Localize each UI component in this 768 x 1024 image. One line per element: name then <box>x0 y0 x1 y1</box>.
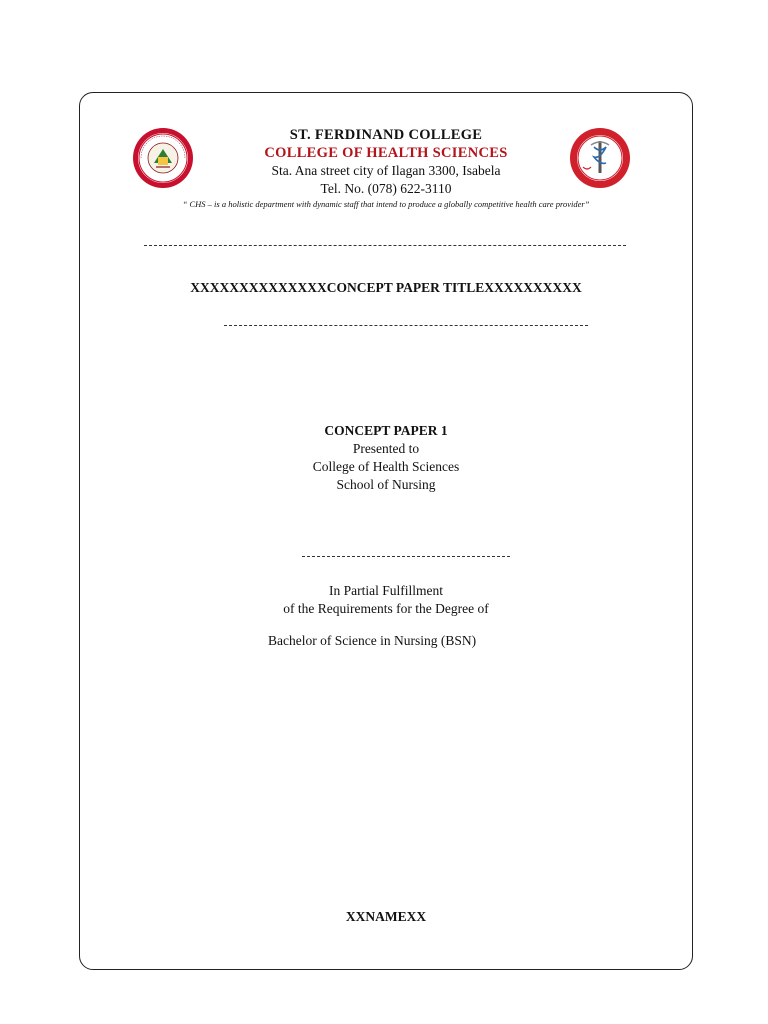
college-address: Sta. Ana street city of Ilagan 3300, Isabela <box>271 163 501 178</box>
fulfillment-line-2: of the Requirements for the Degree of <box>283 601 489 616</box>
department-motto: “ CHS – is a holistic department with dynamic staff that intend to produce a globally competitive health care provider” <box>182 199 590 209</box>
department-name: COLLEGE OF HEALTH SCIENCES <box>264 145 508 161</box>
divider-dashed-middle <box>302 556 510 557</box>
concept-paper-heading: CONCEPT PAPER 1 <box>324 423 448 438</box>
presented-to-label: Presented to <box>352 441 420 456</box>
college-name: ST. FERDINAND COLLEGE <box>289 127 483 143</box>
recipient-college: College of Health Sciences <box>312 459 460 474</box>
document-page-frame <box>79 92 693 970</box>
fulfillment-line-1: In Partial Fulfillment <box>329 583 443 598</box>
author-name: XXNAMEXX <box>345 909 427 924</box>
degree-name: Bachelor of Science in Nursing (BSN) <box>268 633 477 648</box>
recipient-school: School of Nursing <box>336 477 436 492</box>
concept-paper-title: XXXXXXXXXXXXXXCONCEPT PAPER TITLEXXXXXXXXXX <box>190 280 582 295</box>
divider-dashed-top <box>144 245 626 246</box>
divider-dashed-title <box>224 325 588 326</box>
college-telephone: Tel. No. (078) 622-3110 <box>320 181 452 196</box>
